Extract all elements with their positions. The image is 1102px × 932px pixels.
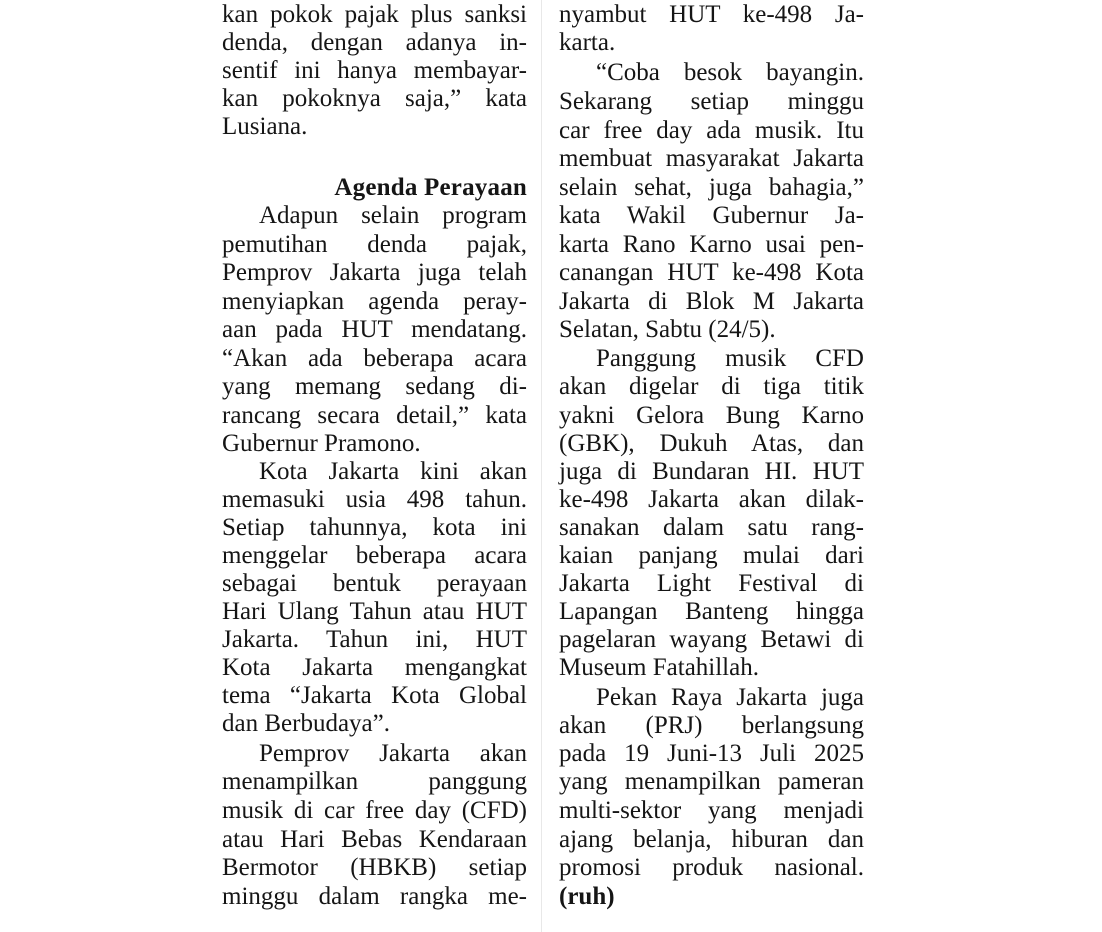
article-line: (GBK), Dukuh Atas, dan <box>559 430 864 457</box>
author-signature: (ruh) <box>559 883 615 910</box>
article-line: denda, dengan adanya in- <box>222 29 527 56</box>
article-line: kata Wakil Gubernur Ja- <box>559 202 864 229</box>
article-line: Pekan Raya Jakarta juga <box>596 684 864 711</box>
article-line: kan pokoknya saja,” kata <box>222 85 527 112</box>
article-line: multi-sektor yang menjadi <box>559 797 864 824</box>
article-line: juga di Bundaran HI. HUT <box>559 458 864 485</box>
article-line: yang memang sedang di- <box>222 373 527 400</box>
article-line: pada 19 Juni-13 Juli 2025 <box>559 740 864 767</box>
article-line: Jakarta Light Festival di <box>559 570 864 597</box>
article-line: Hari Ulang Tahun atau HUT <box>222 598 527 625</box>
article-line: Lusiana. <box>222 113 308 140</box>
article-line: musik di car free day (CFD) <box>222 797 527 824</box>
article-line: akan (PRJ) berlangsung <box>559 712 864 739</box>
article-line: menggelar beberapa acara <box>222 542 527 569</box>
article-line: minggu dalam rangka me- <box>222 883 527 910</box>
article-line: menampilkan panggung <box>222 768 527 795</box>
article-line: Lapangan Banteng hingga <box>559 598 864 625</box>
article-line: Jakarta. Tahun ini, HUT <box>222 626 527 653</box>
article-line: Kota Jakarta kini akan <box>259 458 527 485</box>
column-divider <box>541 0 542 932</box>
article-line: pagelaran wayang Betawi di <box>559 626 864 653</box>
article-line: car free day ada musik. Itu <box>559 117 864 144</box>
article-line: menyiapkan agenda peray- <box>222 288 527 315</box>
article-line: kaian panjang mulai dari <box>559 542 864 569</box>
article-line: canangan HUT ke-498 Kota <box>559 259 864 286</box>
article-line: Pemprov Jakarta juga telah <box>222 259 527 286</box>
article-line: Gubernur Pramono. <box>222 430 421 457</box>
article-line: promosi produk nasional. <box>559 854 864 881</box>
article-line: tema “Jakarta Kota Global <box>222 682 527 709</box>
article-line: karta. <box>559 29 616 56</box>
article-line: karta Rano Karno usai pen- <box>559 231 864 258</box>
article-line: atau Hari Bebas Kendaraan <box>222 826 527 853</box>
article-line: sentif ini hanya membayar- <box>222 57 527 84</box>
article-line: membuat masyarakat Jakarta <box>559 145 864 172</box>
article-line: Pemprov Jakarta akan <box>259 740 527 767</box>
article-line: selain sehat, juga bahagia,” <box>559 174 864 201</box>
article-line: Setiap tahunnya, kota ini <box>222 514 527 541</box>
article-line: yang menampilkan pameran <box>559 768 864 795</box>
article-line: kan pokok pajak plus sanksi <box>222 1 527 28</box>
article-line: nyambut HUT ke-498 Ja- <box>559 1 864 28</box>
article-line: akan digelar di tiga titik <box>559 373 864 400</box>
article-line: sebagai bentuk perayaan <box>222 570 527 597</box>
article-line: memasuki usia 498 tahun. <box>222 486 527 513</box>
article-line: Selatan, Sabtu (24/5). <box>559 316 776 343</box>
article-line: rancang secara detail,” kata <box>222 402 527 429</box>
article-line: ke-498 Jakarta akan dilak- <box>559 486 864 513</box>
article-line: ajang belanja, hiburan dan <box>559 826 864 853</box>
article-line: Panggung musik CFD <box>596 345 864 372</box>
article-line: Kota Jakarta mengangkat <box>222 654 527 681</box>
article-line: pemutihan denda pajak, <box>222 231 527 258</box>
article-line: dan Berbudaya”. <box>222 710 390 737</box>
article-line: Museum Fatahillah. <box>559 654 759 681</box>
article-line: yakni Gelora Bung Karno <box>559 402 864 429</box>
article-line: Bermotor (HBKB) setiap <box>222 854 527 881</box>
article-line: “Coba besok bayangin. <box>596 59 864 86</box>
section-heading: Agenda Perayaan <box>334 174 527 201</box>
article-line: Jakarta di Blok M Jakarta <box>559 288 864 315</box>
article-line: Adapun selain program <box>259 202 527 229</box>
article-line: Sekarang setiap minggu <box>559 88 864 115</box>
article-line: sanakan dalam satu rang- <box>559 514 864 541</box>
article-line: “Akan ada beberapa acara <box>222 345 527 372</box>
article-line: aan pada HUT mendatang. <box>222 316 527 343</box>
